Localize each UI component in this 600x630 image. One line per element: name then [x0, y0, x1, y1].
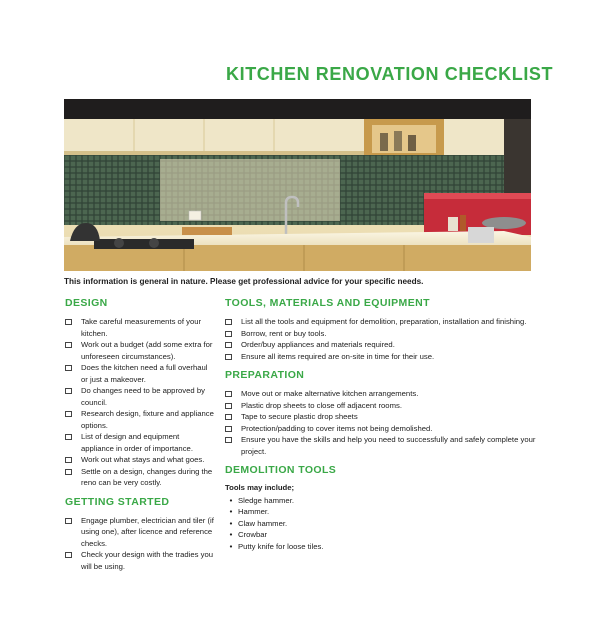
checkbox-icon[interactable] [65, 552, 72, 558]
checkbox-icon[interactable] [225, 342, 232, 348]
checkbox-icon[interactable] [65, 457, 72, 463]
getting-started-list [64, 515, 214, 573]
left-column [64, 296, 214, 572]
checklist-item: Tape to secure plastic drop sheets [224, 411, 536, 423]
checkbox-icon[interactable] [65, 319, 72, 325]
checkbox-icon[interactable] [65, 434, 72, 440]
checklist-item: Settle on a design, changes during the reno can be very costly. [64, 466, 214, 489]
list-item: • Claw hammer. [224, 518, 536, 530]
bullet-icon: • [229, 495, 233, 505]
checklist-item: Research design, fixture and appliance options. [64, 408, 214, 431]
right-column [224, 296, 536, 552]
demolition-list [224, 495, 536, 553]
checkbox-icon[interactable] [65, 342, 72, 348]
checkbox-icon[interactable] [225, 414, 232, 420]
info-note: This information is general in nature. Please get professional advice for your specific needs. [64, 277, 424, 286]
tools-may-include-label: Tools may include; [225, 483, 295, 492]
checkbox-icon[interactable] [65, 469, 72, 475]
checkbox-icon[interactable] [65, 365, 72, 371]
checklist-item: Check your design with the tradies you will be using. [64, 549, 214, 572]
checkbox-icon[interactable] [225, 354, 232, 360]
tools-list [224, 316, 536, 362]
getting-started-heading: GETTING STARTED [65, 495, 170, 508]
bullet-icon: • [229, 518, 233, 528]
checkbox-icon[interactable] [65, 388, 72, 394]
checkbox-icon[interactable] [65, 411, 72, 417]
checkbox-icon[interactable] [225, 331, 232, 337]
checklist-item: Ensure you have the skills and help you need to successfully and safely complete your project. [224, 434, 536, 457]
checklist-item: Order/buy appliances and materials required. [224, 339, 536, 351]
checklist-item: Work out a budget (add some extra for unforeseen circumstances). [64, 339, 214, 362]
checklist-item: Ensure all items required are on-site in time for their use. [224, 351, 536, 363]
checklist-item: List of design and equipment appliance in order of importance. [64, 431, 214, 454]
checkbox-icon[interactable] [225, 437, 232, 443]
kitchen-photo [64, 119, 531, 271]
list-item: • Crowbar [224, 529, 536, 541]
preparation-heading: PREPARATION [225, 369, 305, 381]
list-item: • Putty knife for loose tiles. [224, 541, 536, 553]
checklist-item: Does the kitchen need a full overhaul or just a makeover. [64, 362, 214, 385]
checkbox-icon[interactable] [225, 403, 232, 409]
design-heading: DESIGN [65, 297, 108, 309]
list-item: • Sledge hammer. [224, 495, 536, 507]
header-bar [64, 99, 531, 119]
bullet-icon: • [229, 530, 233, 539]
page-title: KITCHEN RENOVATION CHECKLIST [226, 64, 554, 84]
demolition-heading: DEMOLITION TOOLS [225, 464, 337, 476]
tools-heading: TOOLS, MATERIALS AND EQUIPMENT [225, 297, 430, 309]
list-item: • Hammer. [224, 506, 536, 518]
design-list [64, 316, 214, 489]
checkbox-icon[interactable] [225, 319, 232, 325]
checklist-item: Take careful measurements of your kitchen. [64, 316, 214, 339]
checkbox-icon[interactable] [225, 391, 232, 397]
bullet-icon: • [229, 507, 233, 516]
preparation-list [224, 388, 536, 457]
checklist-item: Engage plumber, electrician and tiler (if using one), after licence and reference checks. [64, 515, 214, 550]
checklist-item: Borrow, rent or buy tools. [224, 328, 536, 340]
checklist-item: Protection/padding to cover items not being demolished. [224, 423, 536, 435]
checkbox-icon[interactable] [225, 426, 232, 432]
checklist-item: List all the tools and equipment for demolition, preparation, installation and finishing. [224, 316, 536, 328]
checklist-item: Plastic drop sheets to close off adjacent rooms. [224, 400, 536, 412]
checkbox-icon[interactable] [65, 518, 72, 524]
checklist-item: Do changes need to be approved by council. [64, 385, 214, 408]
checklist-item: Move out or make alternative kitchen arrangements. [224, 388, 536, 400]
checklist-item: Work out what stays and what goes. [64, 454, 214, 466]
bullet-icon: • [229, 541, 233, 551]
